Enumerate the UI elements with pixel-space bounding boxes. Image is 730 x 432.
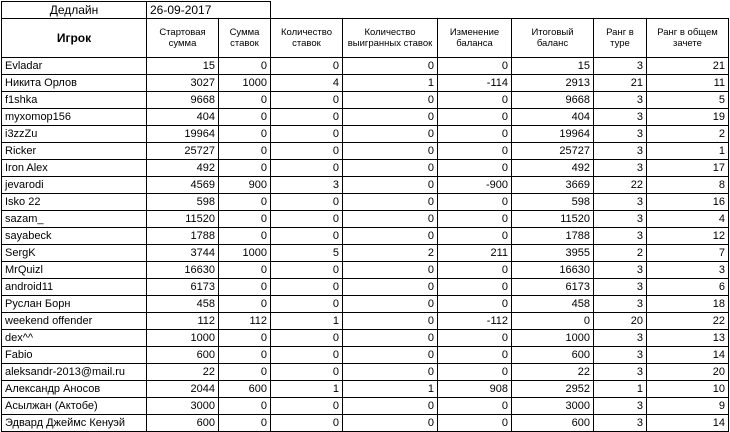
column-header-start-balance: Стартовая сумма bbox=[147, 19, 219, 58]
table-row bbox=[2, 58, 729, 75]
player-cell: Руслан Борн bbox=[2, 296, 147, 313]
player-cell: Iron Alex bbox=[2, 160, 147, 177]
player-cell: Evladar bbox=[2, 58, 147, 75]
bets-count-cell: 1 bbox=[271, 381, 343, 398]
won-bets-cell: 0 bbox=[343, 279, 438, 296]
overall-rank-cell: 13 bbox=[647, 330, 729, 347]
start-balance-cell: 600 bbox=[147, 347, 219, 364]
won-bets-cell: 0 bbox=[343, 228, 438, 245]
balance-change-cell: 0 bbox=[438, 296, 512, 313]
tour-rank-cell: 3 bbox=[594, 194, 647, 211]
table-row bbox=[2, 92, 729, 109]
tour-rank-cell: 2 bbox=[594, 245, 647, 262]
overall-rank-cell: 5 bbox=[647, 92, 729, 109]
table-row bbox=[2, 228, 729, 245]
player-cell: i3zzZu bbox=[2, 126, 147, 143]
bets-sum-cell: 0 bbox=[219, 330, 271, 347]
balance-change-cell: 908 bbox=[438, 381, 512, 398]
column-header-balance-change: Изменение баланса bbox=[438, 19, 512, 58]
won-bets-cell: 1 bbox=[343, 75, 438, 92]
table-row bbox=[2, 75, 729, 92]
won-bets-cell: 0 bbox=[343, 415, 438, 432]
balance-change-cell: 0 bbox=[438, 364, 512, 381]
player-cell: Fabio bbox=[2, 347, 147, 364]
final-balance-cell: 15 bbox=[512, 58, 594, 75]
overall-rank-cell: 3 bbox=[647, 262, 729, 279]
overall-rank-cell: 12 bbox=[647, 228, 729, 245]
won-bets-cell: 0 bbox=[343, 313, 438, 330]
start-balance-cell: 22 bbox=[147, 364, 219, 381]
start-balance-cell: 3744 bbox=[147, 245, 219, 262]
final-balance-cell: 600 bbox=[512, 347, 594, 364]
bets-sum-cell: 0 bbox=[219, 58, 271, 75]
won-bets-cell: 0 bbox=[343, 143, 438, 160]
start-balance-cell: 598 bbox=[147, 194, 219, 211]
overall-rank-cell: 2 bbox=[647, 126, 729, 143]
final-balance-cell: 0 bbox=[512, 313, 594, 330]
overall-rank-cell: 22 bbox=[647, 313, 729, 330]
player-cell: aleksandr-2013@mail.ru bbox=[2, 364, 147, 381]
tour-rank-cell: 3 bbox=[594, 126, 647, 143]
balance-change-cell: 0 bbox=[438, 347, 512, 364]
bets-sum-cell: 0 bbox=[219, 262, 271, 279]
tour-rank-cell: 21 bbox=[594, 75, 647, 92]
final-balance-cell: 22 bbox=[512, 364, 594, 381]
tour-rank-cell: 3 bbox=[594, 347, 647, 364]
table-row bbox=[2, 330, 729, 347]
bets-count-cell: 0 bbox=[271, 398, 343, 415]
column-header-tour-rank: Ранг в туре bbox=[594, 19, 647, 58]
start-balance-cell: 25727 bbox=[147, 143, 219, 160]
won-bets-cell: 0 bbox=[343, 364, 438, 381]
won-bets-cell: 0 bbox=[343, 347, 438, 364]
overall-rank-cell: 4 bbox=[647, 211, 729, 228]
start-balance-cell: 3027 bbox=[147, 75, 219, 92]
tour-rank-cell: 3 bbox=[594, 58, 647, 75]
start-balance-cell: 9668 bbox=[147, 92, 219, 109]
tour-rank-cell: 1 bbox=[594, 381, 647, 398]
bets-count-cell: 0 bbox=[271, 347, 343, 364]
bets-count-cell: 0 bbox=[271, 262, 343, 279]
tour-rank-cell: 3 bbox=[594, 109, 647, 126]
table-row bbox=[2, 126, 729, 143]
balance-change-cell: 0 bbox=[438, 194, 512, 211]
tour-rank-cell: 3 bbox=[594, 160, 647, 177]
balance-change-cell: 0 bbox=[438, 262, 512, 279]
final-balance-cell: 3669 bbox=[512, 177, 594, 194]
bets-count-cell: 0 bbox=[271, 126, 343, 143]
tour-rank-cell: 3 bbox=[594, 330, 647, 347]
column-header-bets-count: Количество ставок bbox=[271, 19, 343, 58]
bets-sum-cell: 112 bbox=[219, 313, 271, 330]
start-balance-cell: 2044 bbox=[147, 381, 219, 398]
bets-count-cell: 0 bbox=[271, 228, 343, 245]
bets-sum-cell: 1000 bbox=[219, 245, 271, 262]
player-cell: android11 bbox=[2, 279, 147, 296]
results-table bbox=[1, 1, 729, 432]
spreadsheet bbox=[1, 1, 729, 432]
bets-count-cell: 0 bbox=[271, 143, 343, 160]
tour-rank-cell: 3 bbox=[594, 279, 647, 296]
won-bets-cell: 0 bbox=[343, 160, 438, 177]
bets-sum-cell: 0 bbox=[219, 398, 271, 415]
table-row bbox=[2, 177, 729, 194]
start-balance-cell: 600 bbox=[147, 415, 219, 432]
tour-rank-cell: 3 bbox=[594, 398, 647, 415]
balance-change-cell: 0 bbox=[438, 330, 512, 347]
tour-rank-cell: 22 bbox=[594, 177, 647, 194]
player-cell: Александр Аносов bbox=[2, 381, 147, 398]
start-balance-cell: 492 bbox=[147, 160, 219, 177]
balance-change-cell: -900 bbox=[438, 177, 512, 194]
won-bets-cell: 1 bbox=[343, 381, 438, 398]
bets-sum-cell: 900 bbox=[219, 177, 271, 194]
tour-rank-cell: 3 bbox=[594, 364, 647, 381]
balance-change-cell: 0 bbox=[438, 279, 512, 296]
table-row bbox=[2, 279, 729, 296]
final-balance-cell: 3000 bbox=[512, 398, 594, 415]
tour-rank-cell: 3 bbox=[594, 262, 647, 279]
player-cell: weekend offender bbox=[2, 313, 147, 330]
bets-count-cell: 0 bbox=[271, 92, 343, 109]
tour-rank-cell: 3 bbox=[594, 415, 647, 432]
balance-change-cell: 0 bbox=[438, 58, 512, 75]
bets-sum-cell: 0 bbox=[219, 109, 271, 126]
start-balance-cell: 19964 bbox=[147, 126, 219, 143]
bets-sum-cell: 0 bbox=[219, 126, 271, 143]
overall-rank-cell: 1 bbox=[647, 143, 729, 160]
won-bets-cell: 0 bbox=[343, 126, 438, 143]
final-balance-cell: 458 bbox=[512, 296, 594, 313]
table-row bbox=[2, 262, 729, 279]
balance-change-cell: 0 bbox=[438, 211, 512, 228]
table-row bbox=[2, 245, 729, 262]
final-balance-cell: 598 bbox=[512, 194, 594, 211]
table-row bbox=[2, 415, 729, 432]
table-row bbox=[2, 211, 729, 228]
bets-sum-cell: 0 bbox=[219, 296, 271, 313]
table-row bbox=[2, 143, 729, 160]
column-header-player: Игрок bbox=[2, 19, 147, 58]
bets-count-cell: 0 bbox=[271, 415, 343, 432]
overall-rank-cell: 14 bbox=[647, 347, 729, 364]
bets-sum-cell: 0 bbox=[219, 415, 271, 432]
start-balance-cell: 11520 bbox=[147, 211, 219, 228]
column-header-overall-rank: Ранг в общем зачете bbox=[647, 19, 729, 58]
overall-rank-cell: 14 bbox=[647, 415, 729, 432]
column-header-won-bets: Количество выигранных ставок bbox=[343, 19, 438, 58]
won-bets-cell: 0 bbox=[343, 177, 438, 194]
deadline-row bbox=[2, 2, 729, 19]
won-bets-cell: 0 bbox=[343, 194, 438, 211]
balance-change-cell: 0 bbox=[438, 398, 512, 415]
bets-count-cell: 4 bbox=[271, 75, 343, 92]
tour-rank-cell: 3 bbox=[594, 143, 647, 160]
final-balance-cell: 25727 bbox=[512, 143, 594, 160]
bets-sum-cell: 1000 bbox=[219, 75, 271, 92]
balance-change-cell: 0 bbox=[438, 228, 512, 245]
balance-change-cell: 211 bbox=[438, 245, 512, 262]
tour-rank-cell: 20 bbox=[594, 313, 647, 330]
table-row bbox=[2, 313, 729, 330]
player-cell: Isko 22 bbox=[2, 194, 147, 211]
balance-change-cell: 0 bbox=[438, 160, 512, 177]
final-balance-cell: 2913 bbox=[512, 75, 594, 92]
deadline-date: 26-09-2017 bbox=[147, 2, 271, 19]
overall-rank-cell: 21 bbox=[647, 58, 729, 75]
bets-sum-cell: 0 bbox=[219, 211, 271, 228]
balance-change-cell: 0 bbox=[438, 109, 512, 126]
bets-count-cell: 0 bbox=[271, 58, 343, 75]
bets-sum-cell: 0 bbox=[219, 347, 271, 364]
bets-count-cell: 0 bbox=[271, 109, 343, 126]
column-header-final-balance: Итоговый баланс bbox=[512, 19, 594, 58]
final-balance-cell: 9668 bbox=[512, 92, 594, 109]
start-balance-cell: 15 bbox=[147, 58, 219, 75]
bets-sum-cell: 0 bbox=[219, 160, 271, 177]
tour-rank-cell: 3 bbox=[594, 228, 647, 245]
final-balance-cell: 1000 bbox=[512, 330, 594, 347]
tour-rank-cell: 3 bbox=[594, 211, 647, 228]
start-balance-cell: 458 bbox=[147, 296, 219, 313]
player-cell: jevarodi bbox=[2, 177, 147, 194]
overall-rank-cell: 16 bbox=[647, 194, 729, 211]
final-balance-cell: 600 bbox=[512, 415, 594, 432]
final-balance-cell: 3955 bbox=[512, 245, 594, 262]
start-balance-cell: 404 bbox=[147, 109, 219, 126]
table-row bbox=[2, 364, 729, 381]
tour-rank-cell: 3 bbox=[594, 296, 647, 313]
bets-sum-cell: 0 bbox=[219, 143, 271, 160]
start-balance-cell: 1000 bbox=[147, 330, 219, 347]
start-balance-cell: 112 bbox=[147, 313, 219, 330]
bets-sum-cell: 0 bbox=[219, 228, 271, 245]
balance-change-cell: -112 bbox=[438, 313, 512, 330]
bets-count-cell: 0 bbox=[271, 296, 343, 313]
final-balance-cell: 6173 bbox=[512, 279, 594, 296]
bets-sum-cell: 0 bbox=[219, 279, 271, 296]
player-cell: Эдвард Джеймс Кенуэй bbox=[2, 415, 147, 432]
final-balance-cell: 492 bbox=[512, 160, 594, 177]
overall-rank-cell: 6 bbox=[647, 279, 729, 296]
balance-change-cell: 0 bbox=[438, 92, 512, 109]
column-header-bets-sum: Сумма ставок bbox=[219, 19, 271, 58]
won-bets-cell: 0 bbox=[343, 296, 438, 313]
player-cell: MrQuizl bbox=[2, 262, 147, 279]
balance-change-cell: -114 bbox=[438, 75, 512, 92]
bets-count-cell: 0 bbox=[271, 194, 343, 211]
table-row bbox=[2, 296, 729, 313]
won-bets-cell: 0 bbox=[343, 398, 438, 415]
final-balance-cell: 1788 bbox=[512, 228, 594, 245]
balance-change-cell: 0 bbox=[438, 143, 512, 160]
bets-count-cell: 0 bbox=[271, 330, 343, 347]
start-balance-cell: 6173 bbox=[147, 279, 219, 296]
header-row bbox=[2, 19, 729, 58]
balance-change-cell: 0 bbox=[438, 415, 512, 432]
bets-sum-cell: 600 bbox=[219, 381, 271, 398]
bets-sum-cell: 0 bbox=[219, 92, 271, 109]
final-balance-cell: 16630 bbox=[512, 262, 594, 279]
bets-count-cell: 3 bbox=[271, 177, 343, 194]
table-row bbox=[2, 109, 729, 126]
deadline-label: Дедлайн bbox=[2, 2, 147, 19]
won-bets-cell: 0 bbox=[343, 92, 438, 109]
balance-change-cell: 0 bbox=[438, 126, 512, 143]
start-balance-cell: 4569 bbox=[147, 177, 219, 194]
bets-count-cell: 5 bbox=[271, 245, 343, 262]
final-balance-cell: 404 bbox=[512, 109, 594, 126]
player-cell: sazam_ bbox=[2, 211, 147, 228]
player-cell: Асылжан (Актобе) bbox=[2, 398, 147, 415]
overall-rank-cell: 9 bbox=[647, 398, 729, 415]
won-bets-cell: 0 bbox=[343, 58, 438, 75]
overall-rank-cell: 10 bbox=[647, 381, 729, 398]
table-row bbox=[2, 381, 729, 398]
won-bets-cell: 0 bbox=[343, 109, 438, 126]
start-balance-cell: 16630 bbox=[147, 262, 219, 279]
player-cell: sayabeck bbox=[2, 228, 147, 245]
overall-rank-cell: 20 bbox=[647, 364, 729, 381]
bets-count-cell: 0 bbox=[271, 279, 343, 296]
player-cell: Никита Орлов bbox=[2, 75, 147, 92]
final-balance-cell: 2952 bbox=[512, 381, 594, 398]
overall-rank-cell: 8 bbox=[647, 177, 729, 194]
overall-rank-cell: 19 bbox=[647, 109, 729, 126]
bets-count-cell: 0 bbox=[271, 211, 343, 228]
bets-sum-cell: 0 bbox=[219, 194, 271, 211]
player-cell: myxomop156 bbox=[2, 109, 147, 126]
bets-count-cell: 0 bbox=[271, 160, 343, 177]
won-bets-cell: 0 bbox=[343, 330, 438, 347]
won-bets-cell: 0 bbox=[343, 211, 438, 228]
final-balance-cell: 19964 bbox=[512, 126, 594, 143]
bets-count-cell: 0 bbox=[271, 364, 343, 381]
player-cell: Ricker bbox=[2, 143, 147, 160]
overall-rank-cell: 7 bbox=[647, 245, 729, 262]
overall-rank-cell: 18 bbox=[647, 296, 729, 313]
player-cell: SergK bbox=[2, 245, 147, 262]
bets-sum-cell: 0 bbox=[219, 364, 271, 381]
table-row bbox=[2, 194, 729, 211]
start-balance-cell: 1788 bbox=[147, 228, 219, 245]
start-balance-cell: 3000 bbox=[147, 398, 219, 415]
player-cell: f1shka bbox=[2, 92, 147, 109]
empty-cell bbox=[271, 2, 729, 19]
bets-count-cell: 1 bbox=[271, 313, 343, 330]
overall-rank-cell: 11 bbox=[647, 75, 729, 92]
won-bets-cell: 2 bbox=[343, 245, 438, 262]
table-row bbox=[2, 347, 729, 364]
overall-rank-cell: 17 bbox=[647, 160, 729, 177]
table-row bbox=[2, 160, 729, 177]
table-row bbox=[2, 398, 729, 415]
final-balance-cell: 11520 bbox=[512, 211, 594, 228]
won-bets-cell: 0 bbox=[343, 262, 438, 279]
player-cell: dex^^ bbox=[2, 330, 147, 347]
tour-rank-cell: 3 bbox=[594, 92, 647, 109]
